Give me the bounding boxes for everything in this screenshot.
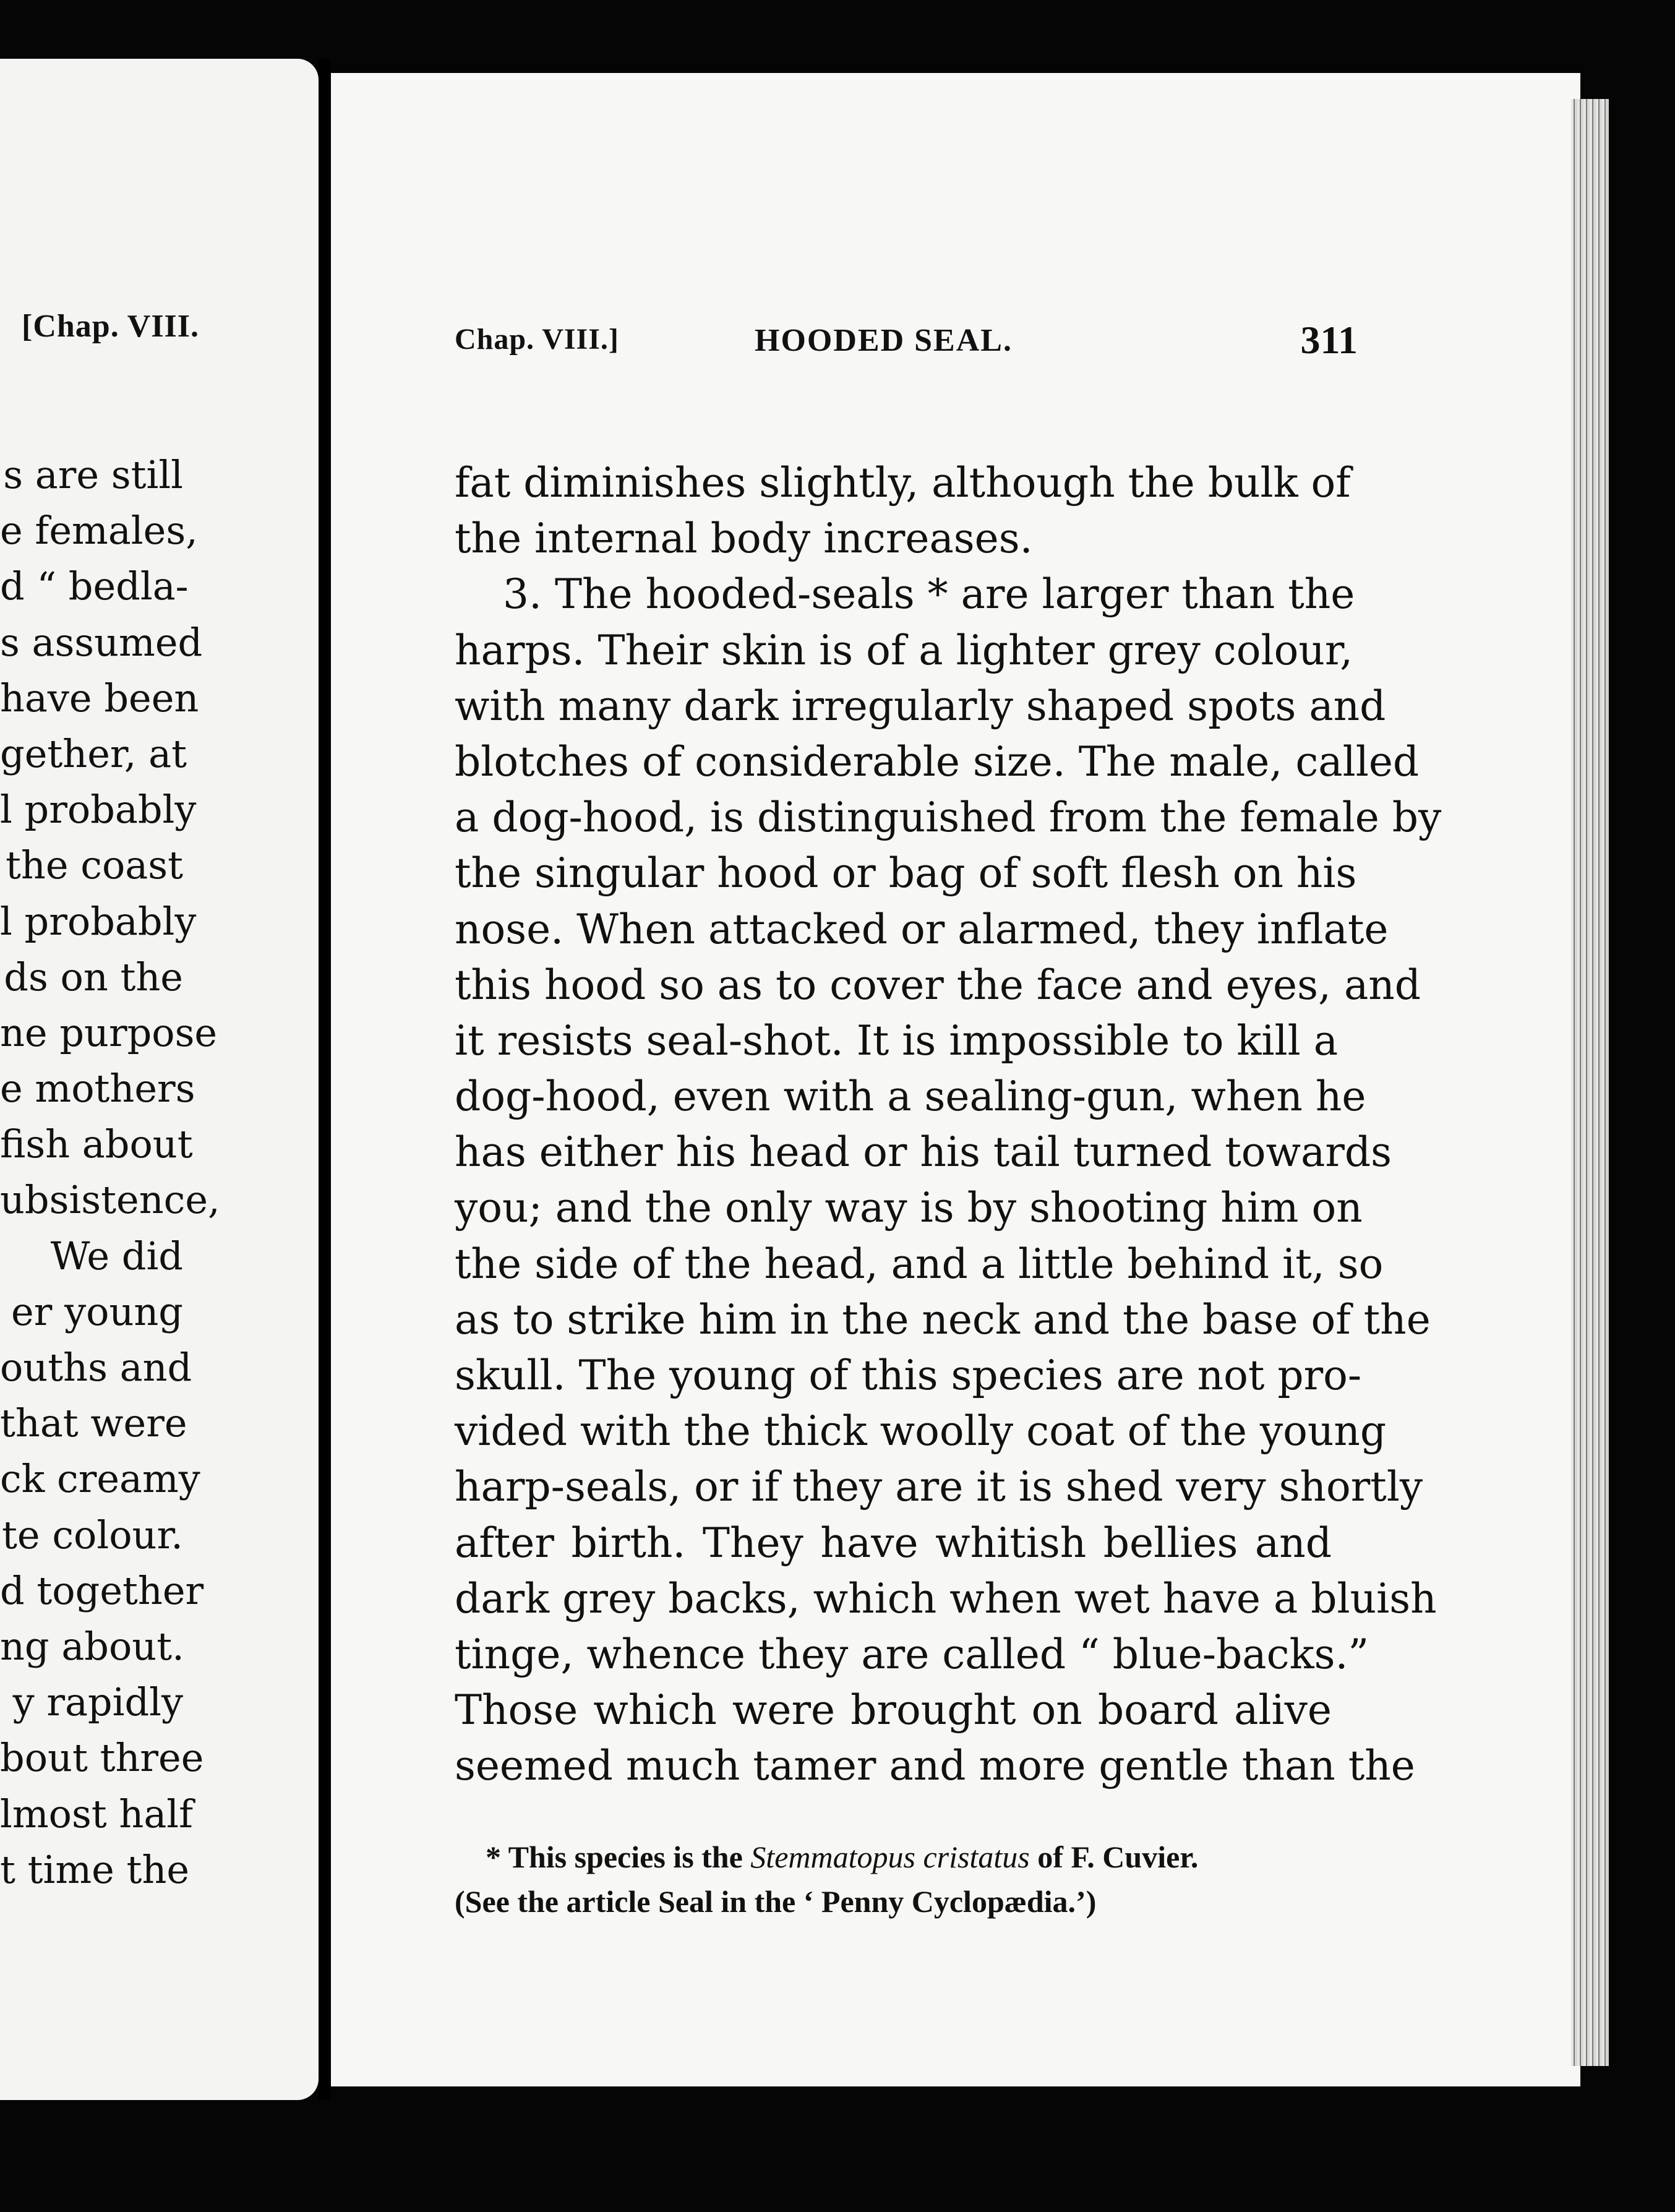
footnote-line: (See the article Seal in the ‘ Penny Cyclopædia.’) [455, 1884, 1097, 1919]
footnote [455, 1835, 1332, 1924]
chapter-label: Chap. VIII.] [455, 323, 619, 356]
text-line: has either his head or his tail turned towards [455, 1128, 1392, 1177]
text-line: e females, [0, 508, 198, 554]
text-line: fish about [0, 1121, 193, 1167]
footnote-text: of F. Cuvier. [1029, 1840, 1199, 1874]
text-line: the internal body increases. [455, 515, 1033, 563]
text-line: a dog-hood, is distinguished from the female by [455, 794, 1442, 842]
text-line: d “ bedla- [0, 564, 189, 609]
left-page-header: [Chap. VIII. [22, 309, 200, 344]
body-text [455, 455, 1442, 1794]
text-line: Those which were brought on board alive [455, 1686, 1332, 1734]
right-page [331, 73, 1580, 2086]
footnote-line [455, 1835, 1332, 1879]
left-page-text [0, 447, 220, 1898]
text-line: ck creamy [0, 1456, 200, 1502]
text-line: skull. The young of this species are not pro- [455, 1352, 1362, 1399]
text-line: er young [11, 1288, 183, 1334]
text-line: ne purpose [0, 1010, 218, 1055]
left-page [0, 59, 319, 2100]
running-head [455, 318, 1358, 372]
text-line: e mothers [0, 1066, 195, 1112]
text-line: harps. Their skin is of a lighter grey colour, [455, 626, 1353, 674]
text-line: have been [0, 675, 199, 721]
text-line: ubsistence, [0, 1177, 220, 1223]
text-line: you; and the only way is by shooting him on [455, 1184, 1363, 1232]
species-name: Stemmatopus cristatus [750, 1840, 1030, 1874]
text-line: ouths and [0, 1345, 192, 1390]
text-line: ng about. [0, 1623, 184, 1669]
text-line: dark grey backs, which when wet have a bluish [455, 1574, 1437, 1623]
text-line: te colour. [2, 1512, 183, 1558]
text-line: gether, at [0, 731, 187, 776]
book-gutter [319, 59, 331, 2100]
section-title: HOODED SEAL. [755, 323, 1013, 358]
text-line: the singular hood or bag of soft flesh on his [455, 849, 1357, 898]
text-line: this hood so as to cover the face and eyes, and [455, 961, 1421, 1009]
text-line: the coast [6, 842, 183, 888]
text-line: the side of the head, and a little behind it, so [455, 1240, 1384, 1288]
text-line: s assumed [0, 619, 203, 665]
text-line: vided with the thick woolly coat of the young [455, 1407, 1387, 1455]
text-line: 3. The hooded-seals * are larger than the [503, 570, 1355, 619]
text-line: We did [50, 1233, 183, 1279]
text-line: tinge, whence they are called “ blue-backs.” [455, 1630, 1369, 1678]
text-line: blotches of considerable size. The male, called [455, 737, 1420, 786]
text-line: l probably [0, 898, 197, 944]
text-line: harp-seals, or if they are it is shed very shortly [455, 1463, 1423, 1511]
text-line: fat diminishes slightly, although the bulk of [455, 459, 1351, 507]
text-line: s are still [3, 452, 183, 497]
page-number: 311 [1300, 318, 1358, 362]
text-line: lmost half [0, 1791, 194, 1837]
text-line: as to strike him in the neck and the base of the [455, 1295, 1431, 1344]
text-line: l probably [0, 787, 197, 833]
text-line: dog-hood, even with a sealing-gun, when he [455, 1073, 1366, 1121]
text-line: t time the [0, 1846, 190, 1892]
footnote-text: * This species is the [486, 1840, 751, 1874]
text-line: seemed much tamer and more gentle than the [455, 1742, 1415, 1790]
text-line: that were [0, 1400, 187, 1446]
text-line: it resists seal-shot. It is impossible to kill a [455, 1016, 1339, 1065]
text-line: nose. When attacked or alarmed, they inflate [455, 905, 1389, 953]
text-line: y rapidly [12, 1679, 183, 1725]
text-line: after birth. They have whitish bellies and [455, 1519, 1332, 1567]
text-line: d together [0, 1567, 204, 1613]
page-edges [1571, 99, 1609, 2066]
text-line: with many dark irregularly shaped spots and [455, 682, 1386, 730]
text-line: bout three [0, 1735, 204, 1781]
text-line: ds on the [4, 954, 183, 1000]
